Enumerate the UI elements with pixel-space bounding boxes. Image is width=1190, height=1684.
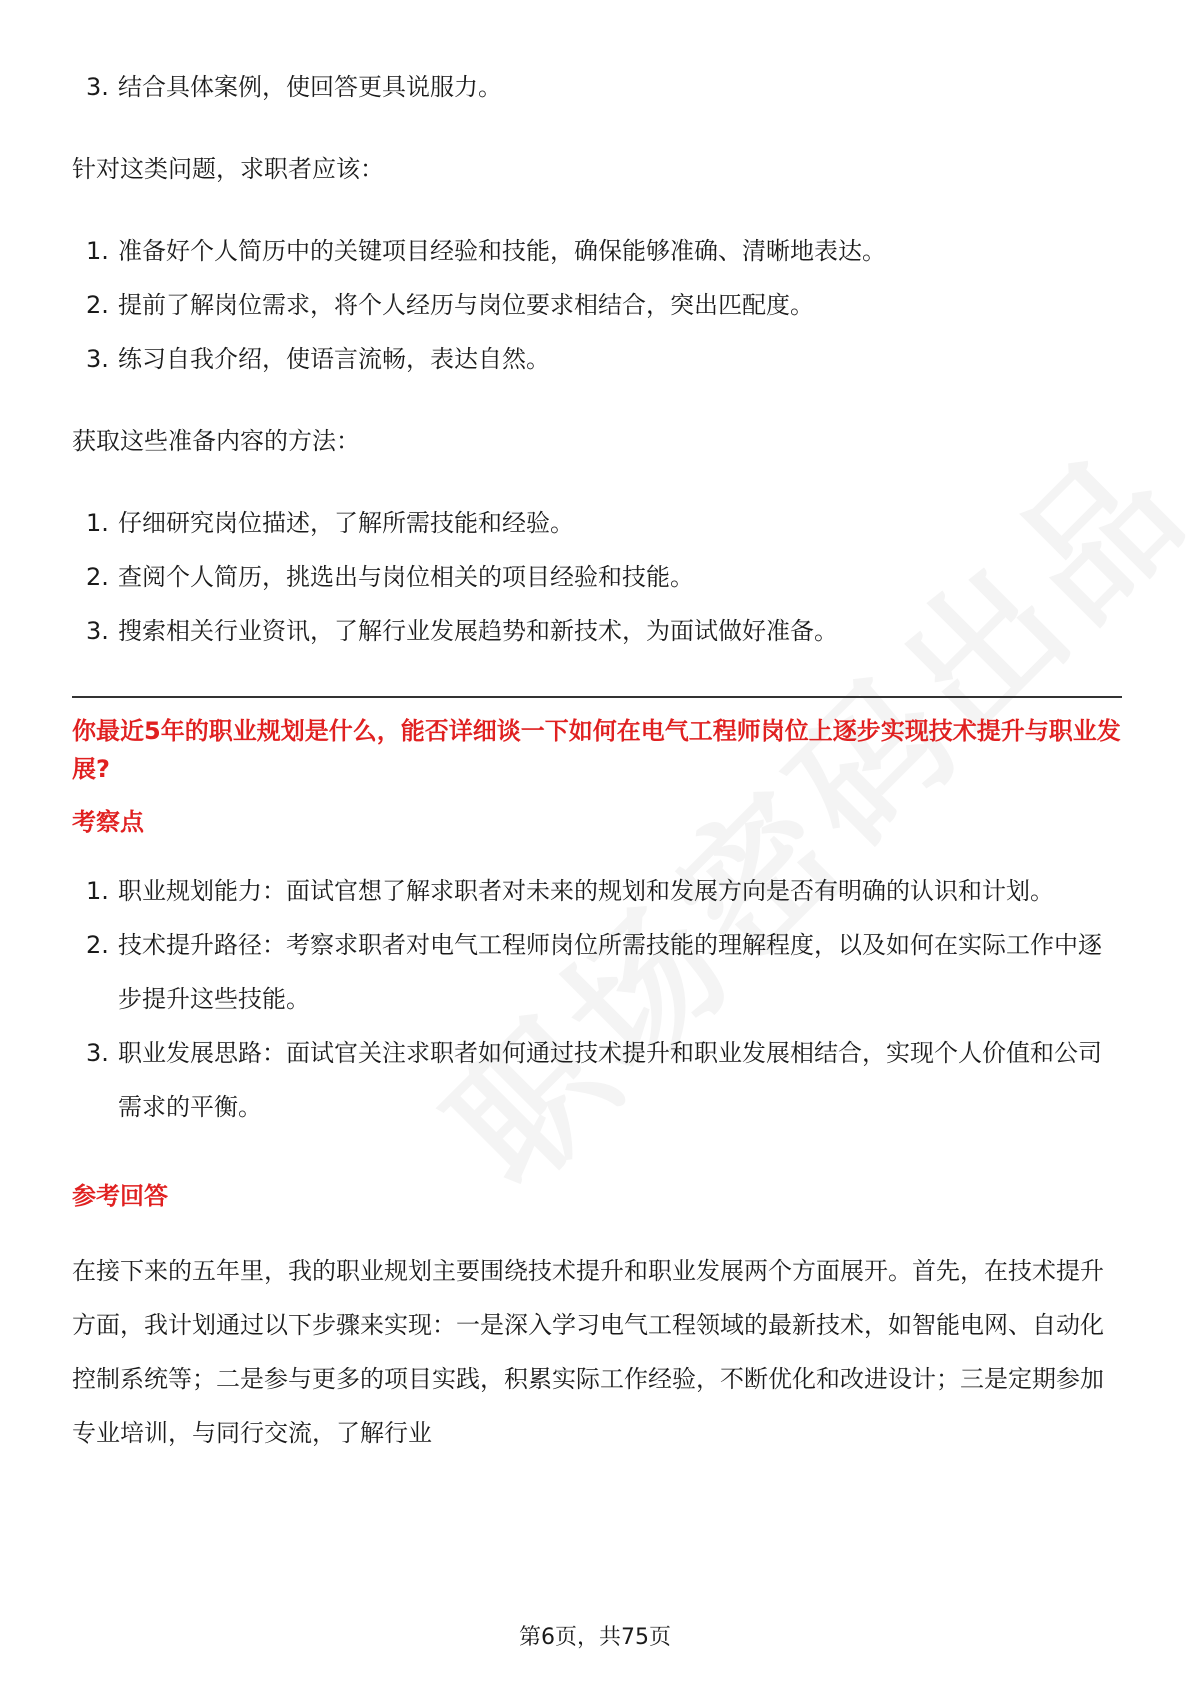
list-text: 搜索相关行业资讯，了解行业发展趋势和新技术，为面试做好准备。	[118, 617, 838, 645]
list-should	[72, 224, 1122, 386]
list-item	[72, 864, 1122, 918]
list-text: 技术提升路径：考察求职者对电气工程师岗位所需技能的理解程度，以及如何在实际工作中逐步提升这些技能。	[118, 931, 1102, 1013]
list-text: 职业发展思路：面试官关注求职者如何通过技术提升和职业发展相结合，实现个人价值和公司需求的平衡。	[118, 1039, 1102, 1121]
list-item	[72, 60, 1122, 114]
question-heading: 你最近5年的职业规划是什么，能否详细谈一下如何在电气工程师岗位上逐步实现技术提升与职业发展?	[72, 717, 1121, 783]
list-text: 准备好个人简历中的关键项目经验和技能，确保能够准确、清晰地表达。	[118, 237, 886, 265]
section-divider	[72, 696, 1122, 698]
list-number: 3.	[86, 73, 109, 101]
list-text: 结合具体案例，使回答更具说服力。	[118, 73, 502, 101]
list-item	[72, 224, 1122, 278]
list-text: 提前了解岗位需求，将个人经历与岗位要求相结合，突出匹配度。	[118, 291, 814, 319]
list-number: 3.	[86, 345, 109, 373]
paragraph-method: 获取这些准备内容的方法：	[72, 427, 360, 455]
list-intro	[72, 60, 1122, 114]
list-item	[72, 496, 1122, 550]
list-number: 1.	[86, 237, 109, 265]
list-item	[72, 604, 1122, 658]
list-number: 1.	[86, 509, 109, 537]
list-item	[72, 918, 1122, 1026]
list-number: 3.	[86, 1039, 109, 1067]
content	[72, 60, 1122, 1460]
list-points	[72, 864, 1122, 1134]
list-number: 2.	[86, 931, 109, 959]
page-footer: 第6页，共75页	[519, 1625, 671, 1650]
list-text: 练习自我介绍，使语言流畅，表达自然。	[118, 345, 550, 373]
list-number: 2.	[86, 563, 109, 591]
list-number: 3.	[86, 617, 109, 645]
list-method	[72, 496, 1122, 658]
list-text: 仔细研究岗位描述，了解所需技能和经验。	[118, 509, 574, 537]
list-item	[72, 550, 1122, 604]
heading-points: 考察点	[72, 808, 144, 836]
paragraph-should: 针对这类问题，求职者应该：	[72, 155, 384, 183]
list-text: 职业规划能力：面试官想了解求职者对未来的规划和发展方向是否有明确的认识和计划。	[118, 877, 1054, 905]
list-item	[72, 1026, 1122, 1134]
list-number: 2.	[86, 291, 109, 319]
list-text: 查阅个人简历，挑选出与岗位相关的项目经验和技能。	[118, 563, 694, 591]
list-item	[72, 332, 1122, 386]
list-number: 1.	[86, 877, 109, 905]
heading-answer: 参考回答	[72, 1182, 168, 1210]
answer-paragraph: 在接下来的五年里，我的职业规划主要围绕技术提升和职业发展两个方面展开。首先，在技术提升方面，我计划通过以下步骤来实现：一是深入学习电气工程领域的最新技术，如智能电网、自动化控制系统等；二是参与更多的项目实践，积累实际工作经验，不断优化和改进设计；三是定期参加专业培训，与同行交流，了解行业	[72, 1257, 1104, 1447]
list-item	[72, 278, 1122, 332]
